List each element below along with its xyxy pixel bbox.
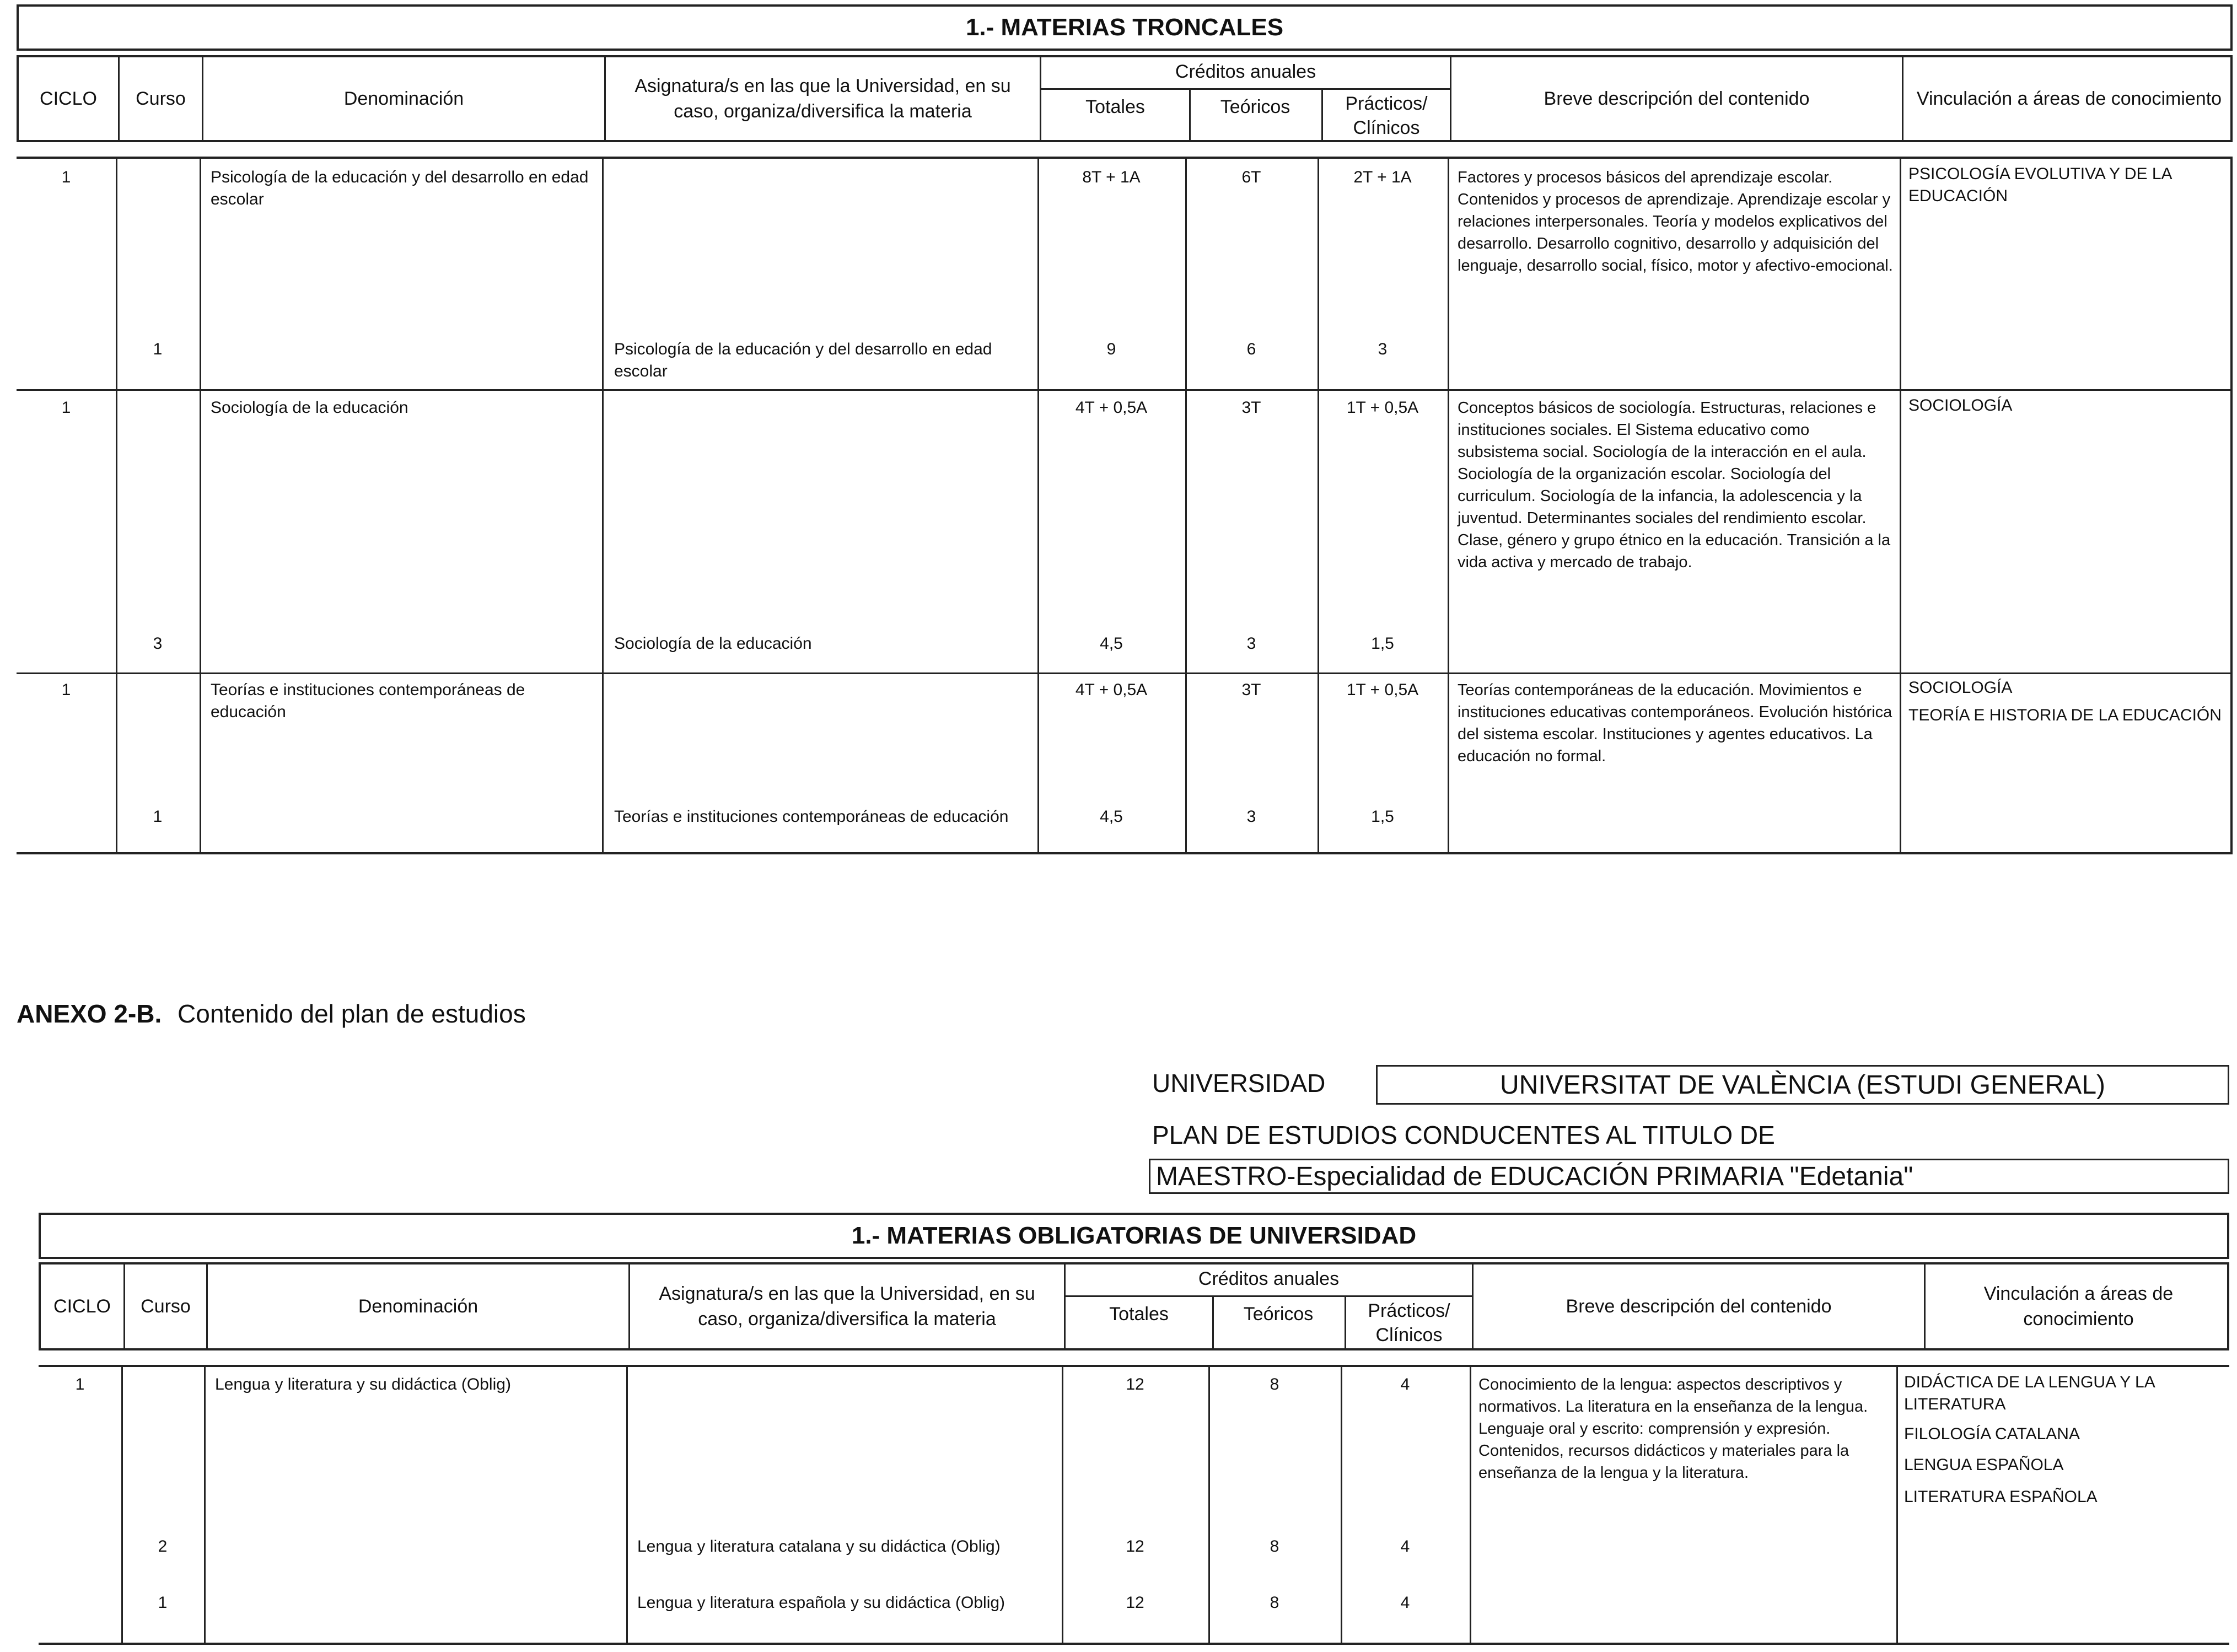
section2-header bbox=[39, 1262, 2229, 1350]
row2-sub-totales: 4,5 bbox=[1100, 634, 1123, 653]
row1-vinculacion: PSICOLOGÍA EVOLUTIVA Y DE LA EDUCACIÓN bbox=[1908, 165, 2171, 205]
s2-sub2-asignatura: Lengua y literatura española y su didáctica (Oblig) bbox=[637, 1594, 1005, 1612]
s2-row-ciclo: 1 bbox=[75, 1375, 85, 1393]
s2-row-denominacion: Lengua y literatura y su didáctica (Oblig) bbox=[215, 1375, 511, 1393]
plan-value-box bbox=[1149, 1159, 2229, 1194]
anexo-text: Contenido del plan de estudios bbox=[178, 999, 526, 1028]
s2-row-teoricos: 8 bbox=[1270, 1375, 1279, 1393]
s2-header-denominacion: Denominación bbox=[206, 1264, 628, 1348]
row3-sub-totales: 4,5 bbox=[1100, 808, 1123, 826]
s2-row-totales: 12 bbox=[1126, 1375, 1144, 1393]
universidad-label: UNIVERSIDAD bbox=[1152, 1069, 1326, 1097]
row2-teoricos: 3T bbox=[1241, 399, 1261, 417]
row2-sub-curso: 3 bbox=[153, 634, 163, 653]
s2-sub1-practicos: 4 bbox=[1400, 1537, 1410, 1556]
s2-row-descripcion: Conocimiento de la lengua: aspectos descriptivos y normativos. La literatura en la enseñanza de la lengua. Lenguaje oral y escrito: comprensión y expresión. Contenidos, recursos didácticos y materiales para la enseñanza de la lengua y la literatura. bbox=[1478, 1376, 1868, 1482]
section2-title bbox=[39, 1213, 2229, 1259]
row1-practicos: 2T + 1A bbox=[1353, 168, 1412, 186]
plan-value: MAESTRO-Especialidad de EDUCACIÓN PRIMARIA "Edetania" bbox=[1156, 1161, 1913, 1191]
s2-sub1-teoricos: 8 bbox=[1270, 1537, 1279, 1556]
row3-vinculacion-2: TEORÍA E HISTORIA DE LA EDUCACIÓN bbox=[1908, 706, 2222, 724]
row3-sub-practicos: 1,5 bbox=[1371, 808, 1394, 826]
row1-sub-teoricos: 6 bbox=[1246, 340, 1256, 358]
row2-vinculacion: SOCIOLOGÍA bbox=[1908, 396, 2013, 415]
header-creditos-group bbox=[1040, 57, 1450, 140]
s2-header-creditos: Créditos anuales bbox=[1198, 1268, 1340, 1289]
s2-row-vinculacion-1: DIDÁCTICA DE LA LENGUA Y LA LITERATURA bbox=[1904, 1373, 2155, 1413]
s2-header-descripcion: Breve descripción del contenido bbox=[1472, 1264, 1924, 1348]
section2-title-text: 1.- MATERIAS OBLIGATORIAS DE UNIVERSIDAD bbox=[851, 1222, 1417, 1249]
row3-totales: 4T + 0,5A bbox=[1075, 681, 1148, 699]
section1-title-text: 1.- MATERIAS TRONCALES bbox=[965, 14, 1284, 41]
row2-practicos: 1T + 0,5A bbox=[1346, 399, 1419, 417]
section1-title bbox=[17, 4, 2233, 51]
s2-sub2-totales: 12 bbox=[1126, 1594, 1144, 1612]
row2-ciclo: 1 bbox=[61, 399, 71, 417]
row2-sub-practicos: 1,5 bbox=[1371, 634, 1394, 653]
row1-ciclo: 1 bbox=[61, 168, 71, 186]
s2-sub2-curso: 1 bbox=[158, 1594, 168, 1612]
row1-denominacion: Psicología de la educación y del desarrollo en edad escolar bbox=[211, 168, 589, 208]
header-denominacion: Denominación bbox=[202, 57, 604, 140]
row3-sub-asignatura: Teorías e instituciones contemporáneas de educación bbox=[614, 808, 1009, 826]
section1-header bbox=[17, 55, 2233, 142]
row3-vinculacion-1: SOCIOLOGÍA bbox=[1908, 679, 2013, 697]
section1-body bbox=[17, 157, 2233, 854]
header-teoricos: Teóricos bbox=[1220, 96, 1290, 117]
header-practicos: Prácticos/ Clínicos bbox=[1345, 93, 1428, 138]
row2-sub-teoricos: 3 bbox=[1246, 634, 1256, 653]
row3-sub-curso: 1 bbox=[153, 808, 163, 826]
row2-totales: 4T + 0,5A bbox=[1075, 399, 1148, 417]
s2-row-vinculacion-3: LENGUA ESPAÑOLA bbox=[1904, 1456, 2064, 1474]
s2-header-ciclo: CICLO bbox=[53, 1296, 111, 1317]
universidad-value: UNIVERSITAT DE VALÈNCIA (ESTUDI GENERAL) bbox=[1500, 1070, 2105, 1100]
s2-header-asignatura: Asignatura/s en las que la Universidad, en su caso, organiza/diversifica la materia bbox=[628, 1264, 1064, 1348]
row3-descripcion: Teorías contemporáneas de la educación. Movimientos e instituciones educativas contemporáneos. Evolución histórica del sistema escolar. Instituciones y agentes educativos. La educación no formal. bbox=[1458, 681, 1892, 765]
row1-descripcion: Factores y procesos básicos del aprendizaje escolar. Contenidos y procesos de aprendizaje. Aprendizaje escolar y relaciones interpersonales. Teoría y modelos explicativos del desarrollo. Desarrollo cognitivo, desarrollo y adquisición del lenguaje, desarrollo social, físico, motor y afectivo-emocional. bbox=[1458, 169, 1893, 275]
s2-row-practicos: 4 bbox=[1400, 1375, 1410, 1393]
row1-sub-totales: 9 bbox=[1106, 340, 1116, 358]
s2-sub1-totales: 12 bbox=[1126, 1537, 1144, 1556]
row2-denominacion: Sociología de la educación bbox=[211, 399, 408, 417]
row3-practicos: 1T + 0,5A bbox=[1346, 681, 1419, 699]
row3-denominacion: Teorías e instituciones contemporáneas de educación bbox=[211, 681, 525, 721]
row1-sub-asignatura: Psicología de la educación y del desarrollo en edad escolar bbox=[614, 340, 992, 380]
row1-teoricos: 6T bbox=[1241, 168, 1261, 186]
universidad-value-box bbox=[1376, 1065, 2229, 1105]
plan-label: PLAN DE ESTUDIOS CONDUCENTES AL TITULO DE bbox=[1152, 1121, 1775, 1149]
row3-sub-teoricos: 3 bbox=[1246, 808, 1256, 826]
row3-ciclo: 1 bbox=[61, 681, 71, 699]
s2-row-vinculacion-2: FILOLOGÍA CATALANA bbox=[1904, 1425, 2080, 1443]
header-totales: Totales bbox=[1085, 96, 1145, 117]
s2-sub2-practicos: 4 bbox=[1400, 1594, 1410, 1612]
header-curso: Curso bbox=[118, 57, 202, 140]
row2-sub-asignatura: Sociología de la educación bbox=[614, 634, 812, 653]
row3-teoricos: 3T bbox=[1241, 681, 1261, 699]
s2-header-vinculacion: Vinculación a áreas de conocimiento bbox=[1924, 1264, 2231, 1348]
s2-sub2-teoricos: 8 bbox=[1270, 1594, 1279, 1612]
row1-sub-curso: 1 bbox=[153, 340, 163, 358]
header-vinculacion: Vinculación a áreas de conocimiento bbox=[1902, 57, 2235, 140]
s2-row-vinculacion-4: LITERATURA ESPAÑOLA bbox=[1904, 1488, 2098, 1506]
s2-sub1-asignatura: Lengua y literatura catalana y su didáctica (Oblig) bbox=[637, 1537, 1001, 1556]
anexo-label: ANEXO 2-B. bbox=[17, 999, 162, 1028]
section2-body bbox=[39, 1365, 2229, 1645]
header-ciclo: CICLO bbox=[40, 88, 97, 109]
anexo-heading bbox=[17, 999, 526, 1029]
s2-header-practicos: Prácticos/ Clínicos bbox=[1368, 1300, 1450, 1346]
s2-header-creditos-group bbox=[1064, 1264, 1472, 1348]
row1-sub-practicos: 3 bbox=[1378, 340, 1388, 358]
header-descripcion: Breve descripción del contenido bbox=[1450, 57, 1902, 140]
s2-header-teoricos: Teóricos bbox=[1243, 1304, 1314, 1325]
s2-header-totales: Totales bbox=[1109, 1304, 1169, 1325]
row2-descripcion: Conceptos básicos de sociología. Estructuras, relaciones e instituciones sociales. El Sistema educativo como subsistema social. Sociología de la interacción en el aula. Sociología de la organización escolar. Sociología del curriculum. Sociología de la infancia, la adolescencia y la juventud. Determinantes sociales del rendimiento escolar. Clase, género y grupo étnico en la educación. Transición a la vida activa y mercado de trabajo. bbox=[1458, 399, 1891, 571]
header-asignatura: Asignatura/s en las que la Universidad, en su caso, organiza/diversifica la materia bbox=[604, 57, 1040, 140]
s2-sub1-curso: 2 bbox=[158, 1537, 168, 1556]
s2-header-curso: Curso bbox=[123, 1264, 206, 1348]
header-creditos: Créditos anuales bbox=[1175, 61, 1316, 82]
row1-totales: 8T + 1A bbox=[1082, 168, 1141, 186]
